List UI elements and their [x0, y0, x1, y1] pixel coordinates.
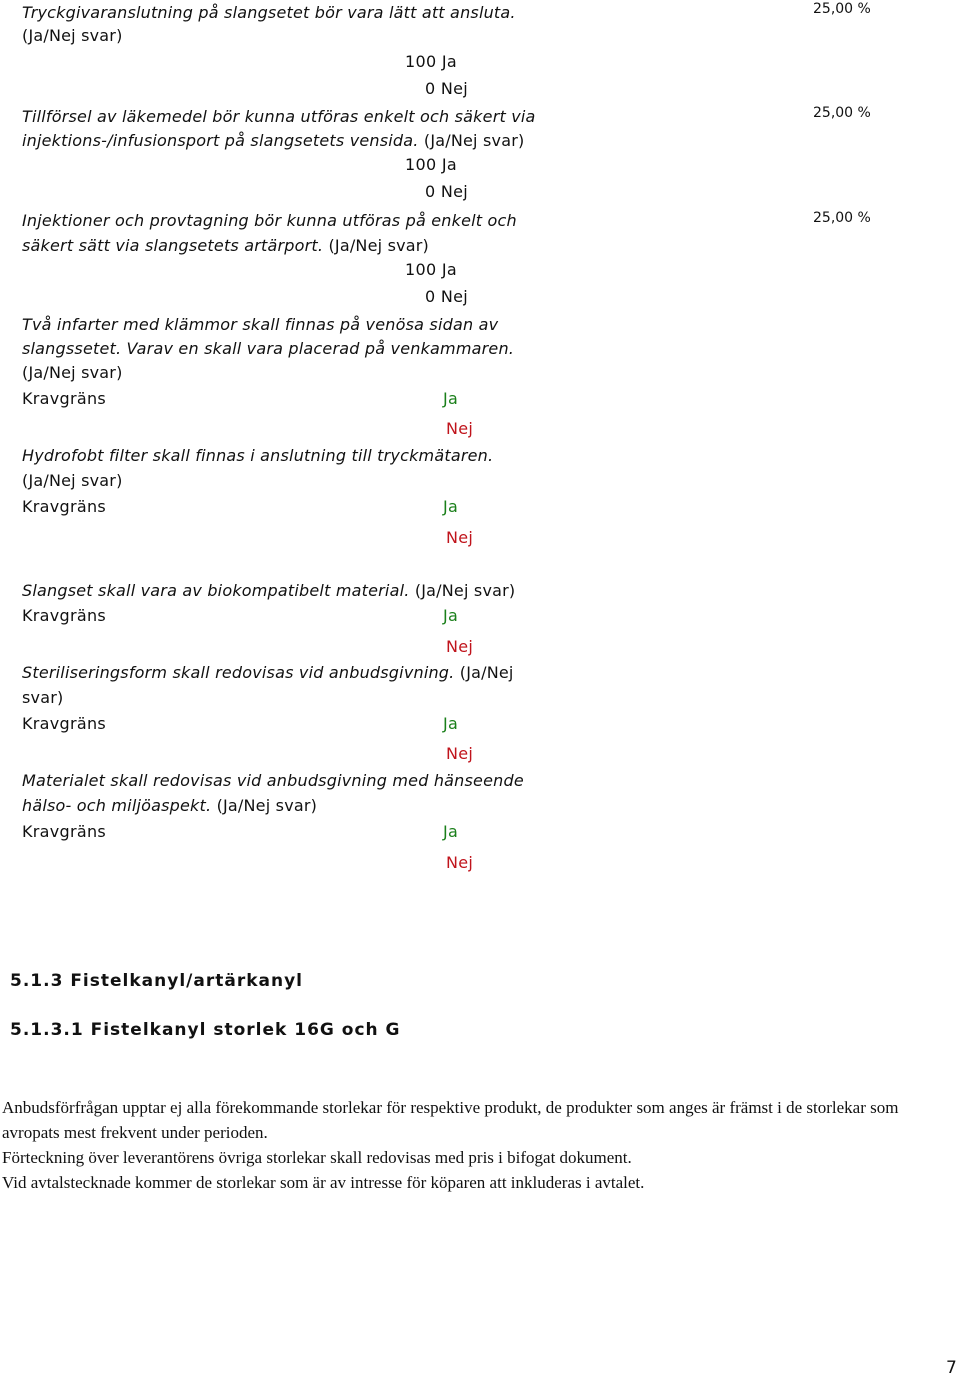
paragraph-2: Förteckning över leverantörens övriga storlekar skall redovisas med pris i bifogat dokument. [2, 1148, 632, 1167]
question-2-percent: 25,00 % [813, 105, 871, 121]
question-1-percent: 25,00 % [813, 1, 871, 17]
question-3-svar: (Ja/Nej svar) [328, 236, 429, 255]
requirement-5-nej: Nej [446, 853, 474, 872]
requirement-1-line-2: slangssetet. Varav en skall vara placerad på venkammaren. [22, 339, 515, 358]
question-2-line-2 [22, 128, 524, 153]
subsection-heading: 5.1.3.1 Fistelkanyl storlek 16G och G [10, 1020, 401, 1040]
requirement-4-nej: Nej [446, 744, 474, 763]
question-1-line-1: Tryckgivaranslutning på slangsetet bör vara lätt att ansluta. [22, 3, 516, 22]
requirement-1-suffix [22, 360, 123, 385]
requirement-1-line-1: Två infarter med klämmor skall finnas på venösa sidan av [22, 315, 499, 334]
requirement-2-kravgrans: Kravgräns [22, 497, 107, 516]
requirement-2-svar: (Ja/Nej svar) [22, 471, 123, 490]
paragraph-1: Anbudsförfrågan upptar ej alla förekommande storlekar för respektive produkt, de produkter som anges är främst i de storlekar som avropats mest frekvent under perioden. [2, 1098, 899, 1142]
question-3-line-2 [22, 233, 429, 258]
requirement-1-kravgrans: Kravgräns [22, 389, 107, 408]
requirement-1-ja: Ja [443, 389, 459, 408]
question-2-line-1: Tillförsel av läkemedel bör kunna utföras enkelt och säkert via [22, 107, 536, 126]
requirement-5-text: hälso- och miljöaspekt. [22, 796, 212, 815]
question-3-line-1: Injektioner och provtagning bör kunna utföras på enkelt och [22, 211, 517, 230]
question-2-svar: (Ja/Nej svar) [423, 131, 525, 150]
page-number: 7 [946, 1358, 957, 1378]
requirement-3-line-1 [22, 578, 515, 603]
requirement-3-nej: Nej [446, 637, 474, 656]
requirement-3-ja: Ja [443, 606, 459, 625]
question-2-option-nej: 0 Nej [425, 182, 469, 201]
requirement-1-nej: Nej [446, 419, 474, 438]
question-1-option-nej: 0 Nej [425, 79, 469, 98]
question-3-option-nej: 0 Nej [425, 287, 469, 306]
requirement-2-line-1: Hydrofobt filter skall finnas i anslutning till tryckmätaren. [22, 446, 494, 465]
requirement-5-kravgrans: Kravgräns [22, 822, 107, 841]
requirement-4-ja: Ja [443, 714, 459, 733]
requirement-5-ja: Ja [443, 822, 459, 841]
requirement-4-line-1 [22, 660, 514, 685]
question-3-option-ja: 100 Ja [405, 260, 457, 279]
requirement-4-text: Steriliseringsform skall redovisas vid anbudsgivning. [22, 663, 455, 682]
requirement-4-svar: (Ja/Nej [459, 663, 514, 682]
requirement-5-line-1: Materialet skall redovisas vid anbudsgivning med hänseende [22, 771, 524, 790]
requirement-4-line-2 [22, 685, 63, 710]
requirement-5-line-2 [22, 793, 317, 818]
requirement-1-svar: (Ja/Nej svar) [22, 363, 123, 382]
requirement-5-svar: (Ja/Nej svar) [216, 796, 318, 815]
question-2-text: injektions-/infusionsport på slangsetets vensida. [22, 131, 419, 150]
requirement-2-suffix [22, 468, 123, 493]
body-text [2, 1095, 942, 1195]
requirement-3-text: Slangset skall vara av biokompatibelt material. [22, 581, 410, 600]
requirement-2-ja: Ja [443, 497, 459, 516]
question-3-text: säkert sätt via slangsetets artärport. [22, 236, 324, 255]
section-heading: 5.1.3 Fistelkanyl/artärkanyl [10, 971, 303, 991]
question-1-text [22, 0, 516, 25]
paragraph-3: Vid avtalstecknade kommer de storlekar som är av intresse för köparen att inkluderas i avtalet. [2, 1173, 645, 1192]
requirement-2-nej: Nej [446, 528, 474, 547]
requirement-3-svar: (Ja/Nej svar) [414, 581, 516, 600]
question-2-option-ja: 100 Ja [405, 155, 457, 174]
requirement-3-kravgrans: Kravgräns [22, 606, 107, 625]
question-1-suffix [22, 23, 123, 48]
question-1-option-ja: 100 Ja [405, 52, 457, 71]
requirement-4-kravgrans: Kravgräns [22, 714, 107, 733]
question-1-svar: (Ja/Nej svar) [22, 26, 123, 45]
question-3-percent: 25,00 % [813, 210, 871, 226]
requirement-4-svar-end: svar) [22, 688, 64, 707]
